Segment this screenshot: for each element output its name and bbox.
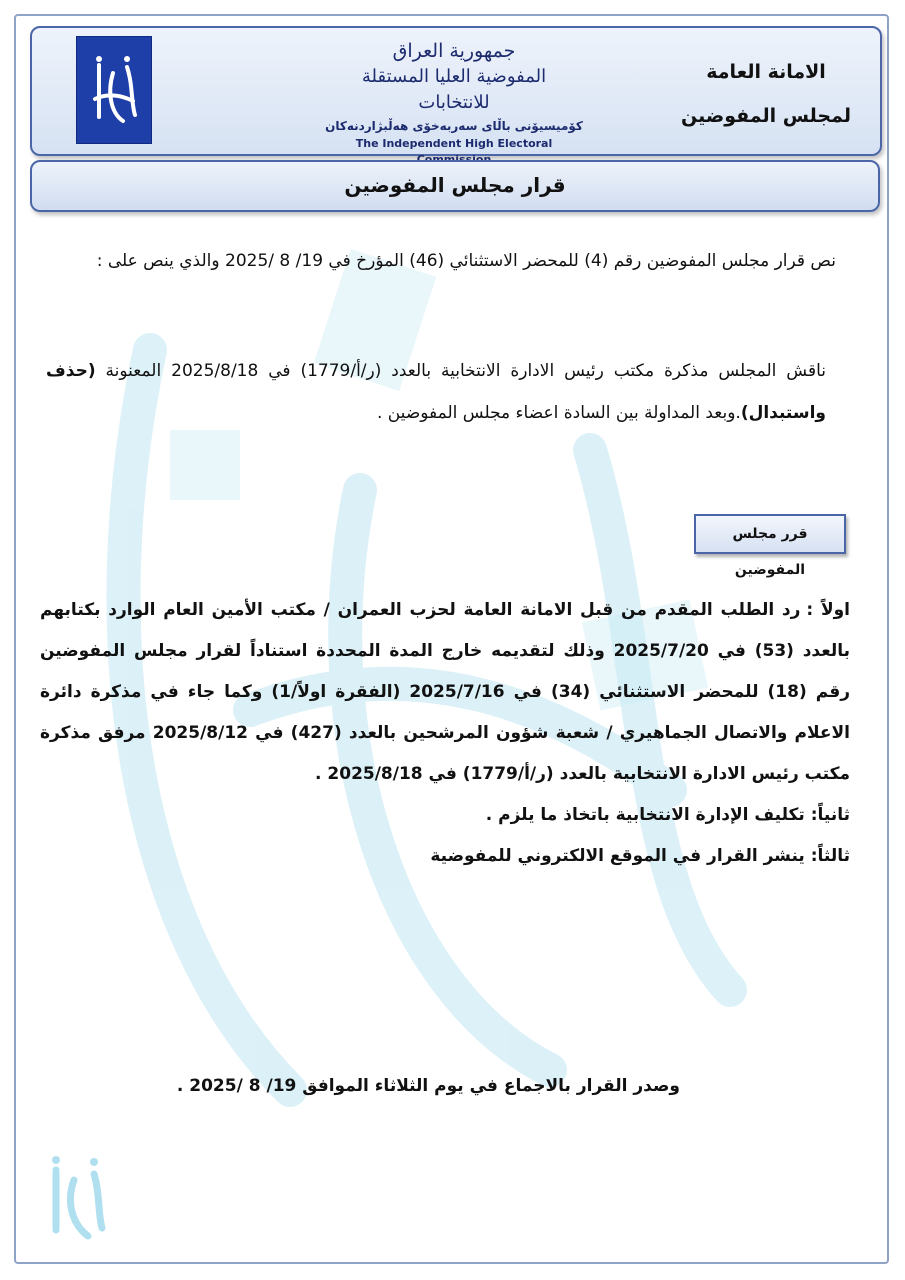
decision-first <box>40 590 850 795</box>
decision-third: ثالثاً: ينشر القرار في الموقع الالكتروني للمفوضية <box>430 846 850 866</box>
commission-crest <box>324 38 584 168</box>
intro-paragraph: نص قرار مجلس المفوضين رقم (4) للمحضر الاستثنائي (46) المؤرخ في 19/ 8 /2025 والذي ينص على : <box>96 251 836 271</box>
commission-logo <box>76 36 152 144</box>
crest-arabic-line2: المفوضية العليا المستقلة للانتخابات <box>361 66 547 113</box>
decision-first-label: اولاً : <box>806 600 850 620</box>
discussion-text-end: .وبعد المداولة بين السادة اعضاء مجلس المفوضين . <box>376 403 741 423</box>
page-title: قرار مجلس المفوضين <box>30 160 880 212</box>
secretariat-line1: الامانة العامة <box>706 61 826 83</box>
secretariat-title <box>676 50 856 138</box>
bottom-logo-watermark <box>42 1140 112 1250</box>
decision-second: ثانياً: تكليف الإدارة الانتخابية باتخاذ ما يلزم . <box>485 805 850 825</box>
secretariat-line2: لمجلس المفوضين <box>681 105 851 127</box>
crest-kurdish-line: کۆمیسیۆنی باڵای سەربەخۆی هەڵبژاردنەکان <box>325 119 583 133</box>
decision-badge: قرر مجلس المفوضين <box>694 514 846 554</box>
issuance-statement: وصدر القرار بالاجماع في يوم الثلاثاء الموافق 19/ 8 /2025 . <box>176 1076 680 1096</box>
crest-arabic-line1: جمهورية العراق <box>392 40 516 62</box>
discussion-paragraph <box>46 350 826 434</box>
letterhead <box>30 26 882 156</box>
discussion-text-start: ناقش المجلس مذكرة مكتب رئيس الادارة الانتخابية بالعدد (ر/أ/1779) في 2025/8/18 المعنونة <box>95 361 826 381</box>
crest-english-line: The Independent High Electoral <box>355 137 553 150</box>
decisions-list <box>40 590 850 877</box>
discussion-bold-phrase: (حذف واستبدال) <box>46 361 826 423</box>
decision-first-text: رد الطلب المقدم من قبل الامانة العامة لحزب العمران / مكتب الأمين العام الوارد بكتابهم بالعدد (53) في 2025/7/20 وذلك لتقديمه خارج المدة المحددة استناداً لقرار مجلس المفوضين رقم (18) للمحضر الاستثنائي (34) في 2025/7/16 (الفقرة اولاً/1) وكما جاء في مذكرة دائرة الاعلام والاتصال الجماهيري / شعبة شؤون المرشحين بالعدد (427) في 2025/8/12 مرفق مذكرة مكتب رئيس الادارة الانتخابية بالعدد (ر/أ/1779) في 2025/8/18 . <box>40 600 851 784</box>
